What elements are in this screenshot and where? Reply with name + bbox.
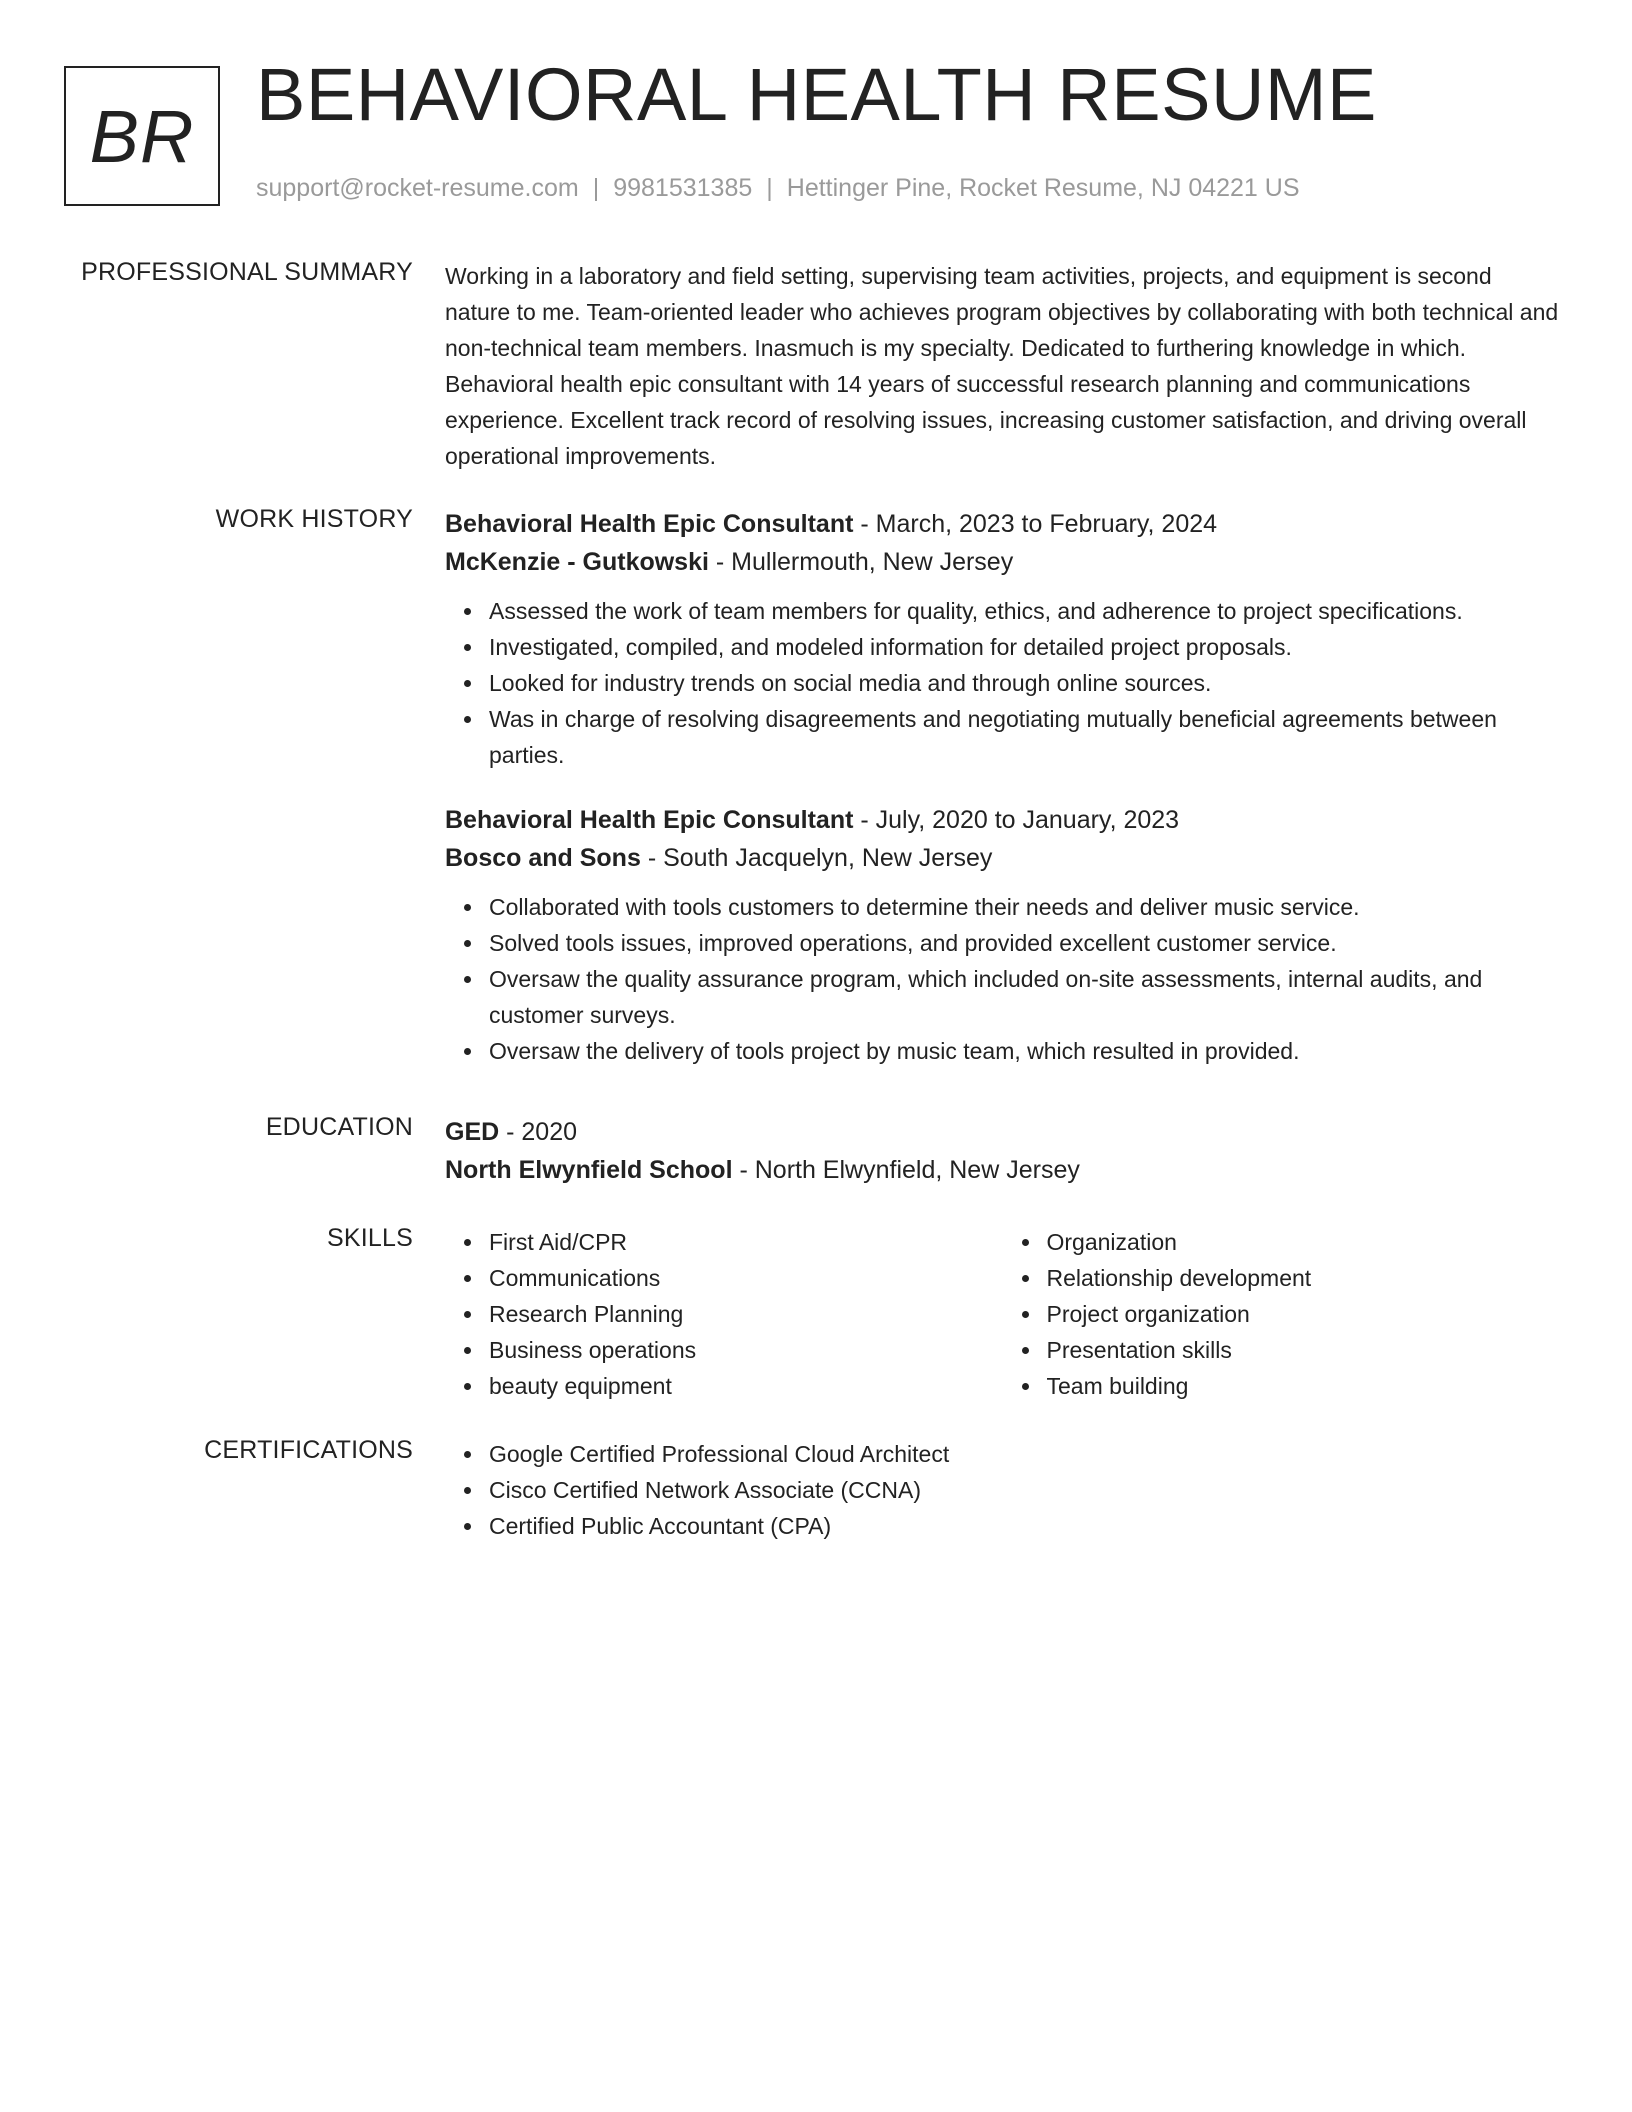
contact-phone[interactable]: 9981531385 [613,174,753,202]
page-title: BEHAVIORAL HEALTH RESUME [256,53,1377,136]
job-entry [445,505,1560,773]
list-item: First Aid/CPR [489,1224,1003,1260]
certifications-body [445,1436,1560,1544]
contact-address: Hettinger Pine, Rocket Resume, NJ 04221 US [786,174,1300,202]
job-location: - Mullermouth, New Jersey [708,548,1014,576]
list-item: Solved tools issues, improved operations, and provided excellent customer service. [489,925,1560,961]
monogram: BR [64,66,220,206]
education-school: North Elwynfield School [445,1156,733,1184]
job-location: - South Jacquelyn, New Jersey [640,844,993,872]
list-item: Looked for industry trends on social media and through online sources. [489,665,1560,701]
skills-list-left [445,1224,1003,1404]
contact-email[interactable]: support@rocket-resume.com [256,174,579,202]
education-location: - North Elwynfield, New Jersey [732,1156,1080,1184]
contact-separator: | [766,174,773,202]
contact-line [256,174,1300,203]
skills-body [445,1224,1560,1404]
list-item: Communications [489,1260,1003,1296]
job-company-line [445,543,1560,581]
job-company: McKenzie - Gutkowski [445,548,709,576]
section-label-work-history: WORK HISTORY [215,505,413,533]
education-year: - 2020 [499,1118,578,1146]
list-item: Certified Public Accountant (CPA) [489,1508,1560,1544]
job-company-line [445,839,1560,877]
job-dates: - July, 2020 to January, 2023 [853,806,1180,834]
job-entry [445,801,1560,1069]
list-item: Relationship development [1047,1260,1561,1296]
list-item: Collaborated with tools customers to determine their needs and deliver music service. [489,889,1560,925]
summary-text: Working in a laboratory and field setting, supervising team activities, projects, and equipment is second nature to me. Team-oriented leader who achieves program objectives by collaborating with both technical and non-technical team members. Inasmuch is my specialty. Dedicated to furthering knowledge in which. Behavioral health epic consultant with 14 years of successful research planning and communications experience. Excellent track record of resolving issues, increasing customer satisfaction, and driving overall operational improvements. [445,263,1559,469]
section-label-certifications: CERTIFICATIONS [204,1436,413,1464]
summary-body [445,258,1560,474]
job-title-line [445,801,1560,839]
list-item: Assessed the work of team members for quality, ethics, and adherence to project specifications. [489,593,1560,629]
job-title: Behavioral Health Epic Consultant [445,510,854,538]
contact-separator: | [592,174,600,202]
list-item: Cisco Certified Network Associate (CCNA) [489,1472,1560,1508]
certifications-list [445,1436,1560,1544]
skills-grid [445,1224,1560,1404]
job-duties-list [445,593,1560,773]
skills-list-right [1003,1224,1561,1404]
education-degree: GED [445,1118,500,1146]
education-degree-line [445,1113,1560,1151]
list-item: Business operations [489,1332,1003,1368]
work-history-body [445,505,1560,1069]
list-item: Oversaw the quality assurance program, which included on-site assessments, internal audits, and customer surveys. [489,961,1560,1033]
list-item: Presentation skills [1047,1332,1561,1368]
job-dates: - March, 2023 to February, 2024 [853,510,1218,538]
education-body [445,1113,1560,1189]
list-item: Team building [1047,1368,1561,1404]
job-title-line [445,505,1560,543]
list-item: Oversaw the delivery of tools project by music team, which resulted in provided. [489,1033,1560,1069]
job-company: Bosco and Sons [445,844,641,872]
list-item: Google Certified Professional Cloud Architect [489,1436,1560,1472]
job-duties-list [445,889,1560,1069]
section-label-education: EDUCATION [265,1113,413,1141]
list-item: Was in charge of resolving disagreements and negotiating mutually beneficial agreements between parties. [489,701,1560,773]
list-item: Project organization [1047,1296,1561,1332]
list-item: Research Planning [489,1296,1003,1332]
job-title: Behavioral Health Epic Consultant [445,806,854,834]
section-label-skills: SKILLS [327,1224,413,1252]
list-item: Investigated, compiled, and modeled information for detailed project proposals. [489,629,1560,665]
list-item: Organization [1047,1224,1561,1260]
education-school-line [445,1151,1560,1189]
section-label-summary: PROFESSIONAL SUMMARY [81,258,413,286]
list-item: beauty equipment [489,1368,1003,1404]
